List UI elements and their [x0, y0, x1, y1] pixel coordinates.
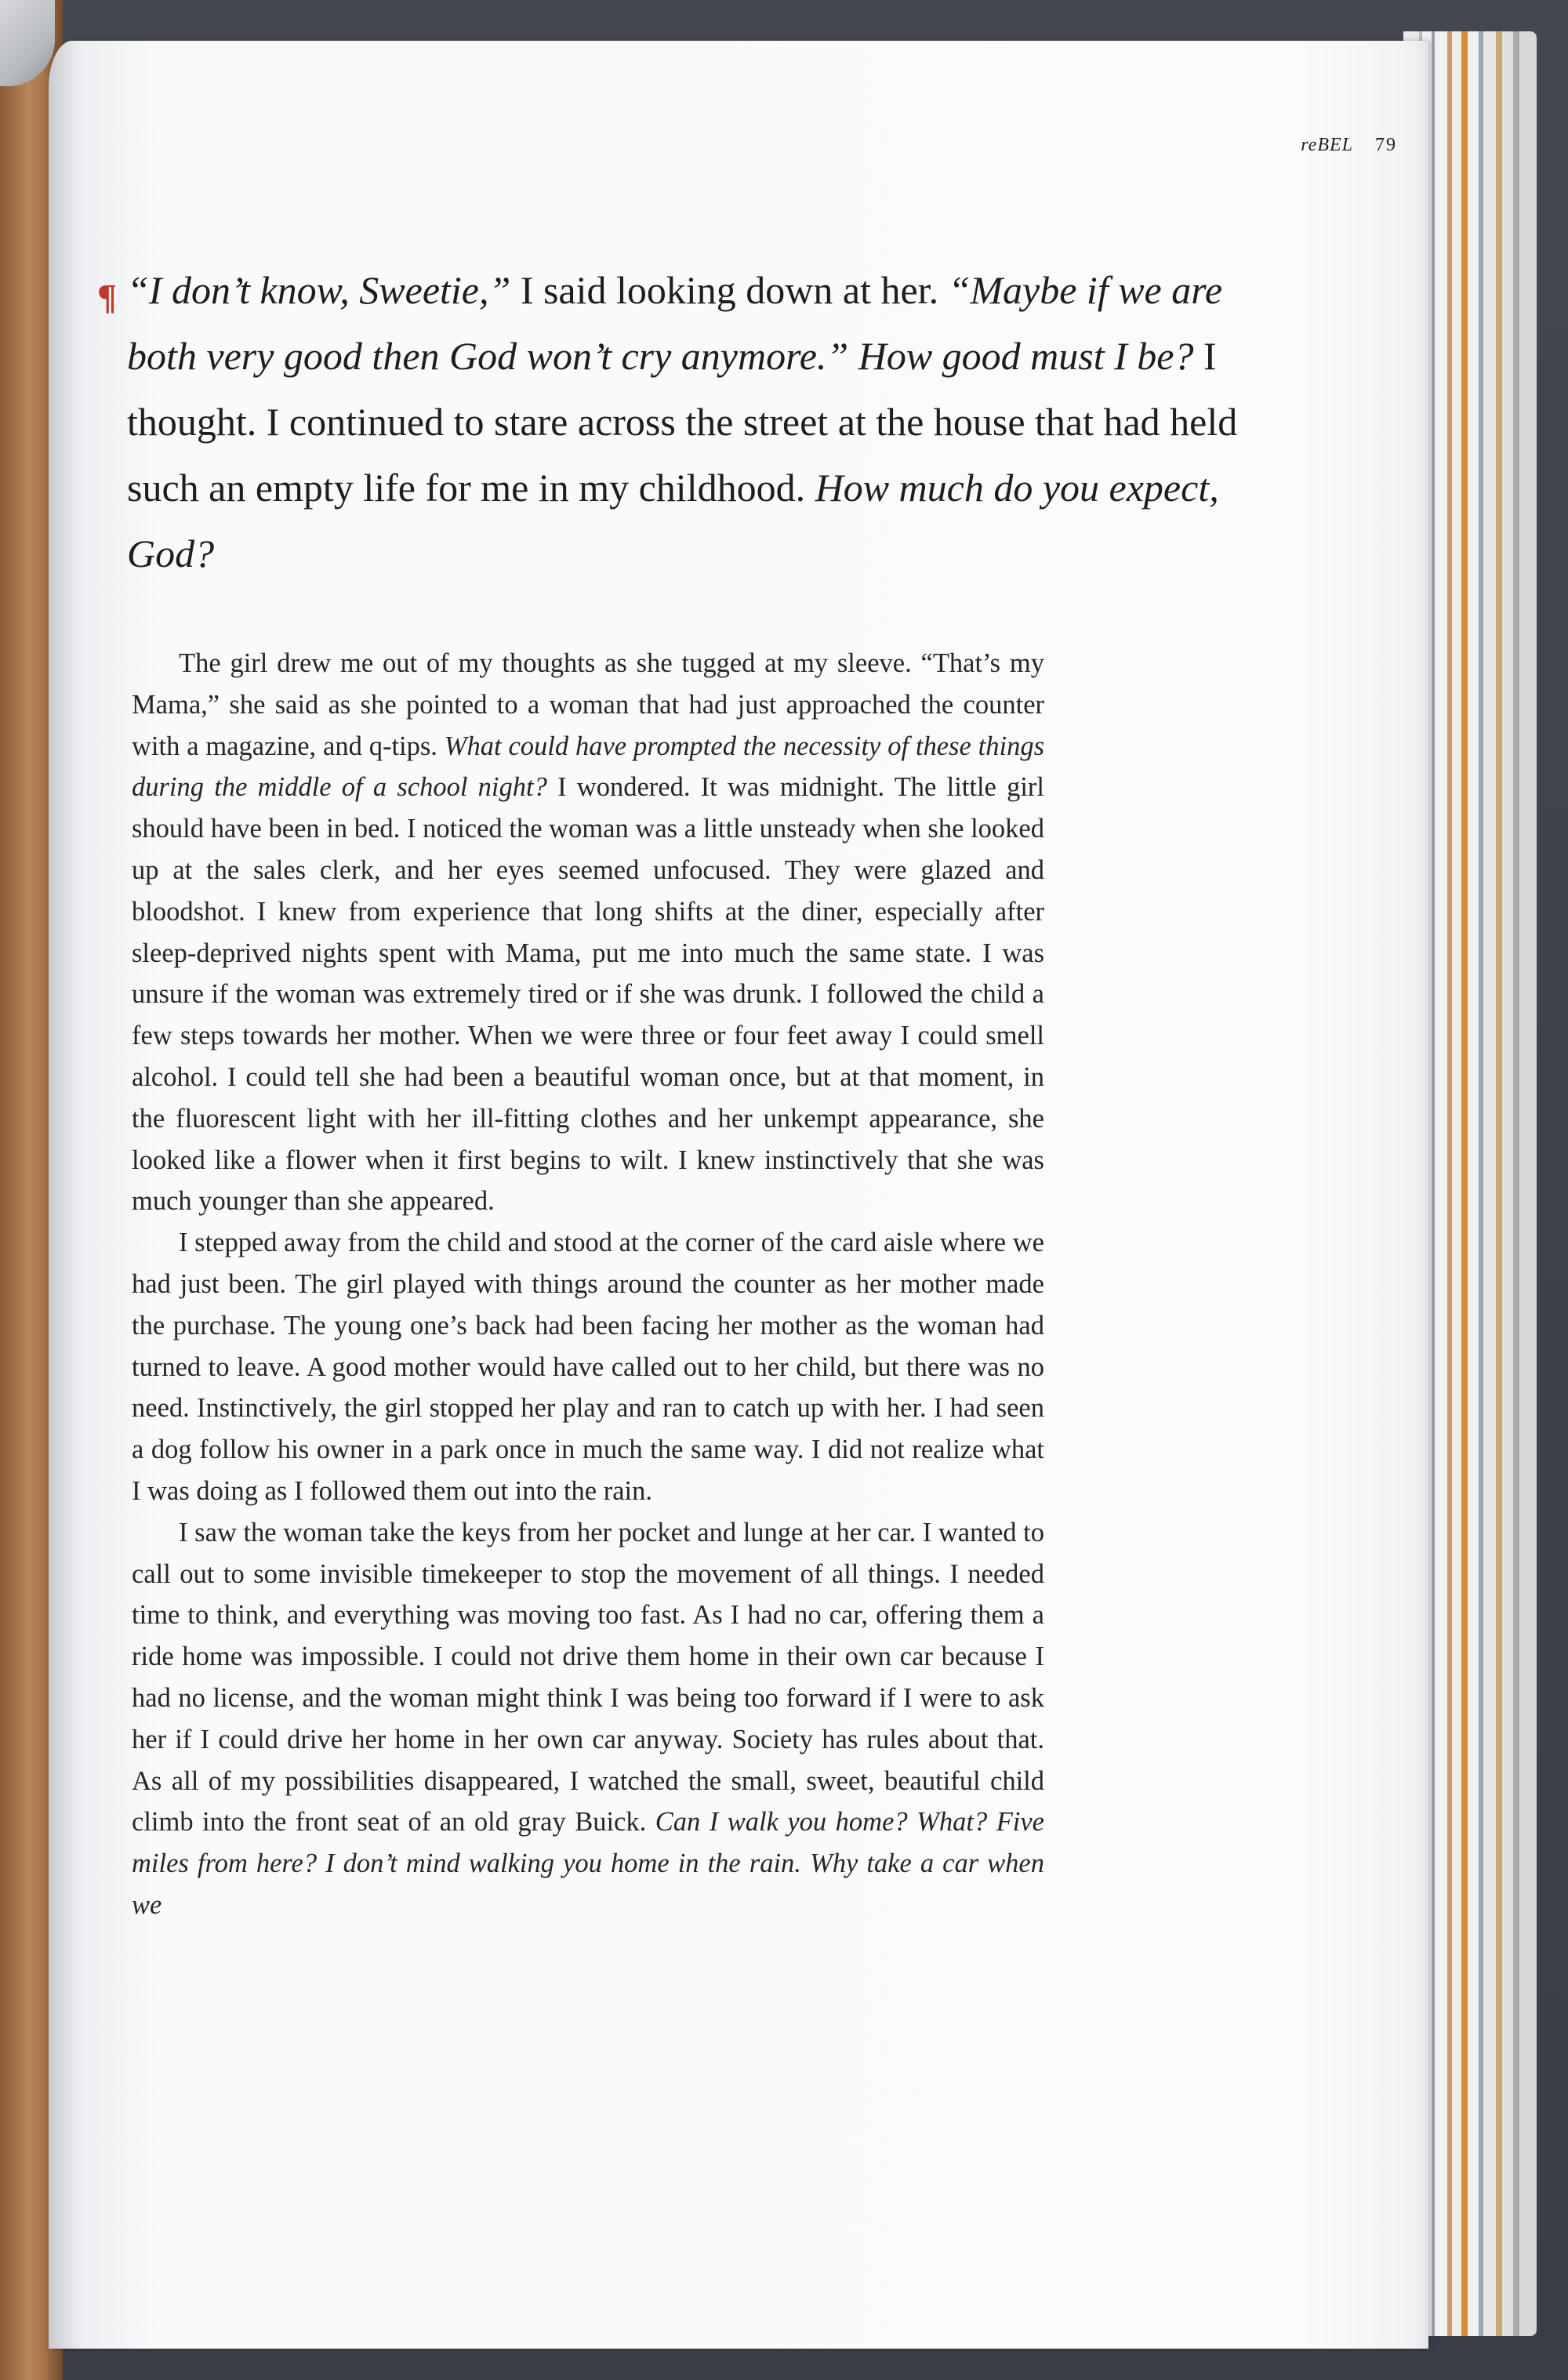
running-head: [1162, 135, 1397, 156]
text-run: The girl drew me out of my thoughts as she tugged at my sleeve. “That’s my Mama,” she said as she pointed to a woman that had just approached the counter with a magazine, and q-tips.: [132, 648, 1044, 761]
pull-quote-segment: I said looking down at her.: [510, 268, 949, 312]
text-run: I wondered. It was midnight. The little girl should have been in bed. I noticed the woman was a little unsteady when she looked up at the sales clerk, and her eyes seemed unfocused. They were glazed and bloodshot. I knew from experience that long shifts at the diner, especially after sleep-deprived nights spent with Mama, put me into much the same state. I was unsure if the woman was extremely tired or if she was drunk. I followed the child a few steps towards her mother. When we were three or four feet away I could smell alcohol. I could tell she had been a beautiful woman once, but at that moment, in the fluorescent light with her ill-fitting clothes and her unkempt appearance, she looked like a flower when it first begins to wilt. I knew instinctively that she was much younger than she appeared.: [132, 772, 1044, 1217]
pull-quote-segment: How much do you expect, God?: [127, 466, 1219, 575]
body-text: [132, 643, 1044, 1926]
pull-quote-segment: “Maybe if we are both very good then God won’t cry anymore.” How good must I be?: [127, 268, 1223, 378]
page-number: 79: [1375, 135, 1397, 155]
paragraph: [132, 1222, 1044, 1512]
text-run: I stepped away from the child and stood at the corner of the card aisle where we had just been. The girl played with things around the counter as her mother made the purchase. The young one’s back had been facing her mother as the woman had turned to leave. A good mother would have called out to her child, but there was no need. Instinctively, the girl stopped her play and ran to catch up with her. I had seen a dog follow his owner in a park once in much the same way. I did not realize what I was doing as I followed them out into the rain.: [132, 1228, 1044, 1506]
book-page: [49, 41, 1428, 2349]
pull-quote-segment: I thought. I continued to stare across the street at the house that had held such an empty life for me in my childhood.: [127, 334, 1238, 510]
pilcrow-marker: ¶: [97, 277, 117, 317]
paragraph: [132, 1512, 1044, 1926]
text-run: I saw the woman take the keys from her pocket and lunge at her car. I wanted to call out to some invisible timekeeper to stop the movement of all things. I needed time to think, and everything was moving too fast. As I had no car, offering them a ride home was impossible. I could not drive them home in their own car because I had no license, and the woman might think I was being too forward if I were to ask her if I could drive her home in her own car anyway. Society has rules about that. As all of my possibilities disappeared, I watched the small, sweet, beautiful child climb into the front seat of an old gray Buick.: [132, 1517, 1044, 1838]
pull-quote-segment: “I don’t know, Sweetie,”: [127, 268, 511, 312]
paragraph: [132, 643, 1044, 1222]
text-run-italic: What could have prompted the necessity of these things during the middle of a school night?: [132, 731, 1045, 803]
text-run-italic: Can I walk you home? What? Five miles from here? I don’t mind walking you home in the rain. Why take a car when we: [132, 1807, 1044, 1920]
pull-quote: [127, 257, 1287, 586]
running-head-title: reBEL: [1301, 135, 1353, 155]
